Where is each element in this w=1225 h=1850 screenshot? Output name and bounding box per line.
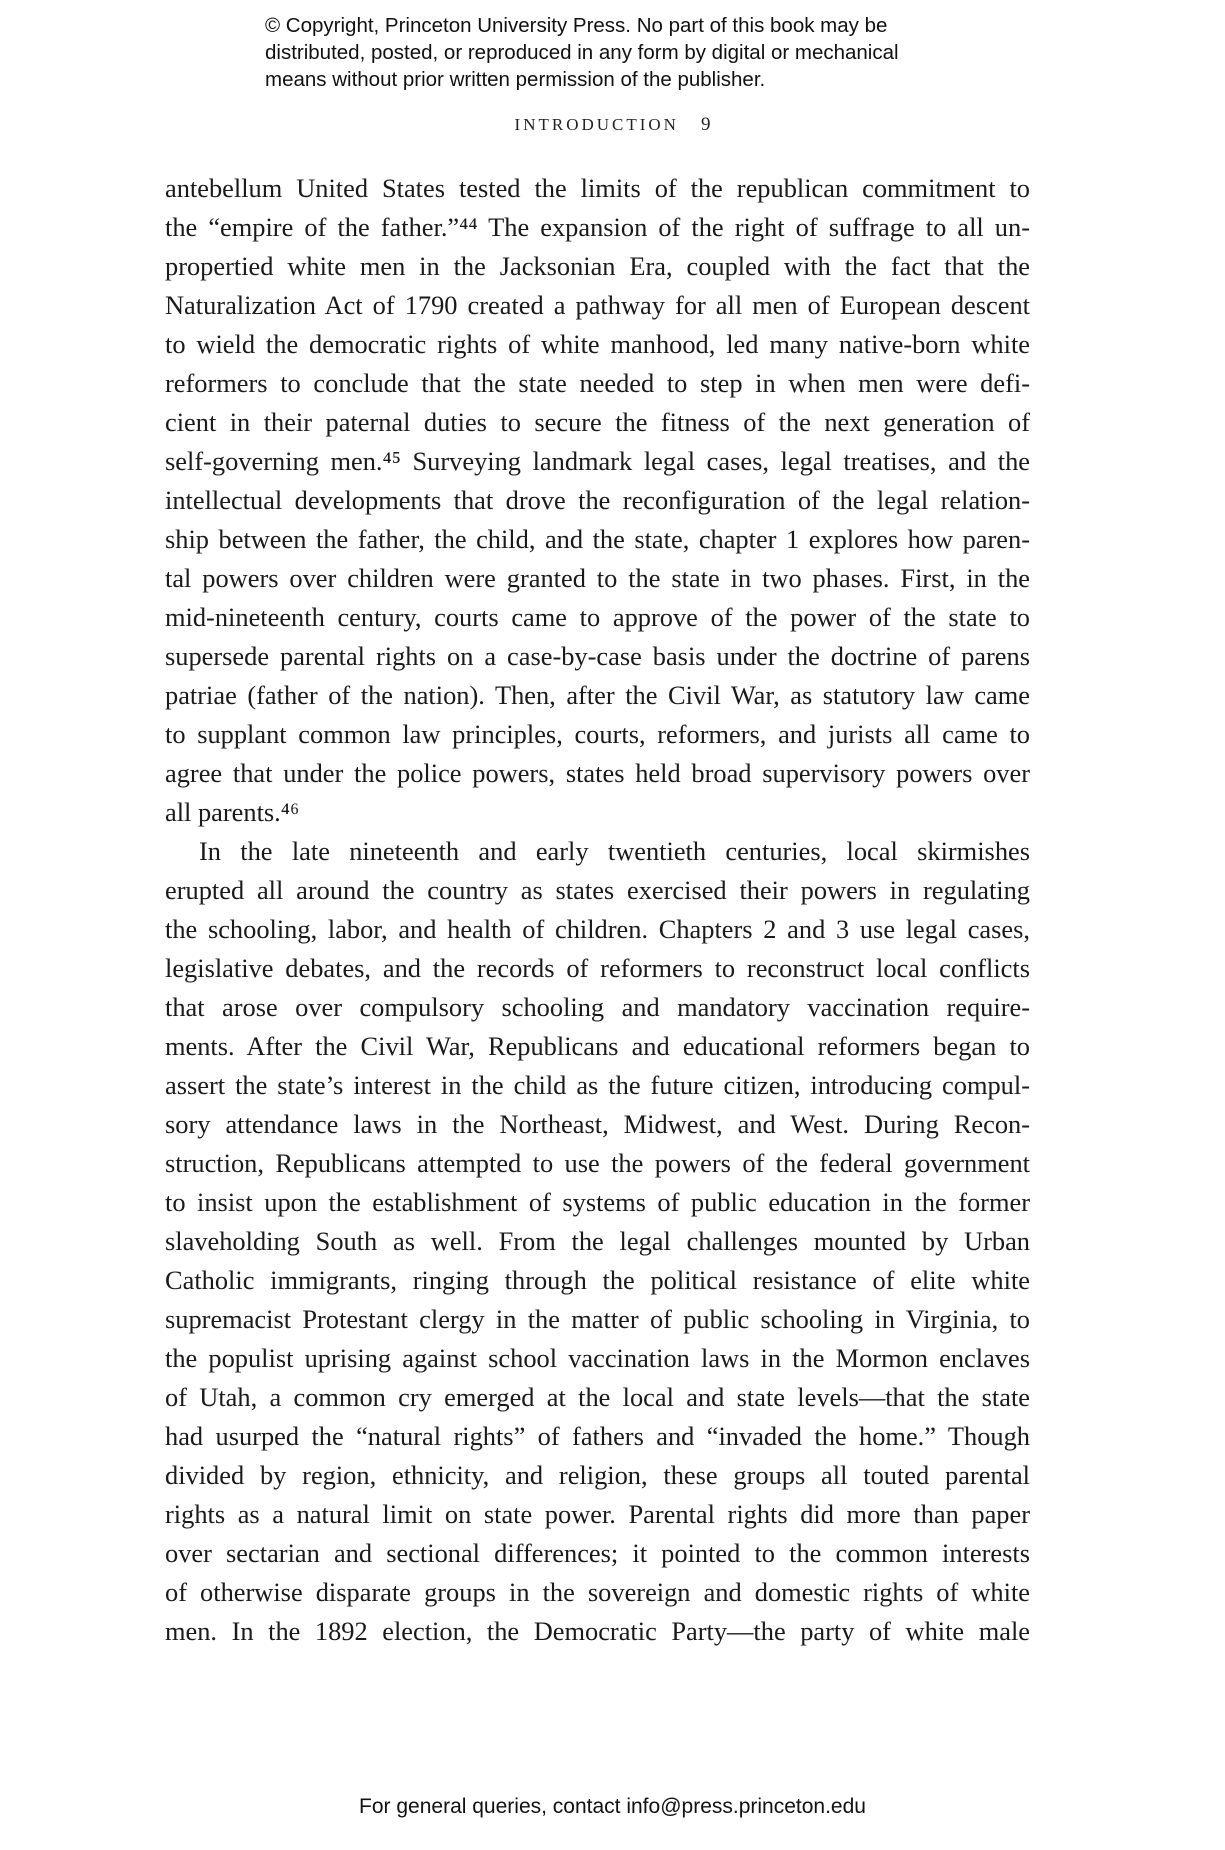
text-line: patriae (father of the nation). Then, after the Civil War, as statutory law came xyxy=(165,680,1030,710)
text-line: of otherwise disparate groups in the sovereign and domestic rights of white xyxy=(165,1577,1030,1607)
text-line: agree that under the police powers, states held broad supervisory powers over xyxy=(165,758,1030,788)
text-line: supremacist Protestant clergy in the matter of public schooling in Virginia, to xyxy=(165,1304,1030,1334)
text-line: to wield the democratic rights of white manhood, led many native-born white xyxy=(165,329,1030,359)
text-line: erupted all around the country as states exercised their powers in regulating xyxy=(165,875,1030,905)
text-line: supersede parental rights on a case-by-case basis under the doctrine of parens xyxy=(165,641,1030,671)
page-number: 9 xyxy=(700,114,711,135)
text-line: antebellum United States tested the limits of the republican commitment to xyxy=(165,173,1030,203)
text-line: slaveholding South as well. From the legal challenges mounted by Urban xyxy=(165,1226,1030,1256)
text-line: had usurped the “natural rights” of fathers and “invaded the home.” Though xyxy=(165,1421,1030,1451)
text-line: struction, Republicans attempted to use the powers of the federal government xyxy=(165,1148,1030,1178)
text-line: the “empire of the father.”⁴⁴ The expansion of the right of suffrage to all un- xyxy=(165,212,1030,242)
text-line: the populist uprising against school vaccination laws in the Mormon enclaves xyxy=(165,1343,1030,1373)
text-line: men. In the 1892 election, the Democratic Party—the party of white male xyxy=(165,1616,1030,1646)
text-line: mid-nineteenth century, courts came to approve of the power of the state to xyxy=(165,602,1030,632)
text-line: to insist upon the establishment of systems of public education in the former xyxy=(165,1187,1030,1217)
text-line: propertied white men in the Jacksonian Era, coupled with the fact that the xyxy=(165,251,1030,281)
copyright-line: distributed, posted, or reproduced in any form by digital or mechanical xyxy=(265,41,899,64)
running-head xyxy=(0,114,1225,136)
text-line: cient in their paternal duties to secure the fitness of the next generation of xyxy=(165,407,1030,437)
text-line: Naturalization Act of 1790 created a pathway for all men of European descent xyxy=(165,290,1030,320)
footer-contact: For general queries, contact info@press.princeton.edu xyxy=(359,1795,866,1818)
copyright-line: means without prior written permission of the publisher. xyxy=(265,68,766,91)
text-line: rights as a natural limit on state power. Parental rights did more than paper xyxy=(165,1499,1030,1529)
text-line: ments. After the Civil War, Republicans and educational reformers began to xyxy=(165,1031,1030,1061)
text-line: ship between the father, the child, and the state, chapter 1 explores how paren- xyxy=(165,524,1030,554)
copyright-line: © Copyright, Princeton University Press. No part of this book may be xyxy=(265,14,888,37)
text-line: In the late nineteenth and early twentieth centuries, local skirmishes xyxy=(199,836,1030,866)
text-line: all parents.⁴⁶ xyxy=(165,797,300,827)
text-line: tal powers over children were granted to the state in two phases. First, in the xyxy=(165,563,1030,593)
text-line: reformers to conclude that the state needed to step in when men were defi- xyxy=(165,368,1030,398)
text-line: intellectual developments that drove the reconfiguration of the legal relation- xyxy=(165,485,1030,515)
body-text xyxy=(165,169,1030,1651)
text-line: self-governing men.⁴⁵ Surveying landmark legal cases, legal treatises, and the xyxy=(165,446,1030,476)
text-line: to supplant common law principles, courts, reformers, and jurists all came to xyxy=(165,719,1030,749)
text-line: divided by region, ethnicity, and religion, these groups all touted parental xyxy=(165,1460,1030,1490)
text-line: over sectarian and sectional differences; it pointed to the common interests xyxy=(165,1538,1030,1568)
text-line: the schooling, labor, and health of children. Chapters 2 and 3 use legal cases, xyxy=(165,914,1030,944)
text-line: legislative debates, and the records of reformers to reconstruct local conflicts xyxy=(165,953,1030,983)
text-line: that arose over compulsory schooling and mandatory vaccination require- xyxy=(165,992,1030,1022)
text-line: sory attendance laws in the Northeast, Midwest, and West. During Recon- xyxy=(165,1109,1030,1139)
running-head-title: INTRODUCTION xyxy=(514,115,679,134)
text-line: assert the state’s interest in the child as the future citizen, introducing compul- xyxy=(165,1070,1030,1100)
copyright-notice xyxy=(265,12,1025,93)
text-line: Catholic immigrants, ringing through the political resistance of elite white xyxy=(165,1265,1030,1295)
text-line: of Utah, a common cry emerged at the local and state levels—that the state xyxy=(165,1382,1030,1412)
